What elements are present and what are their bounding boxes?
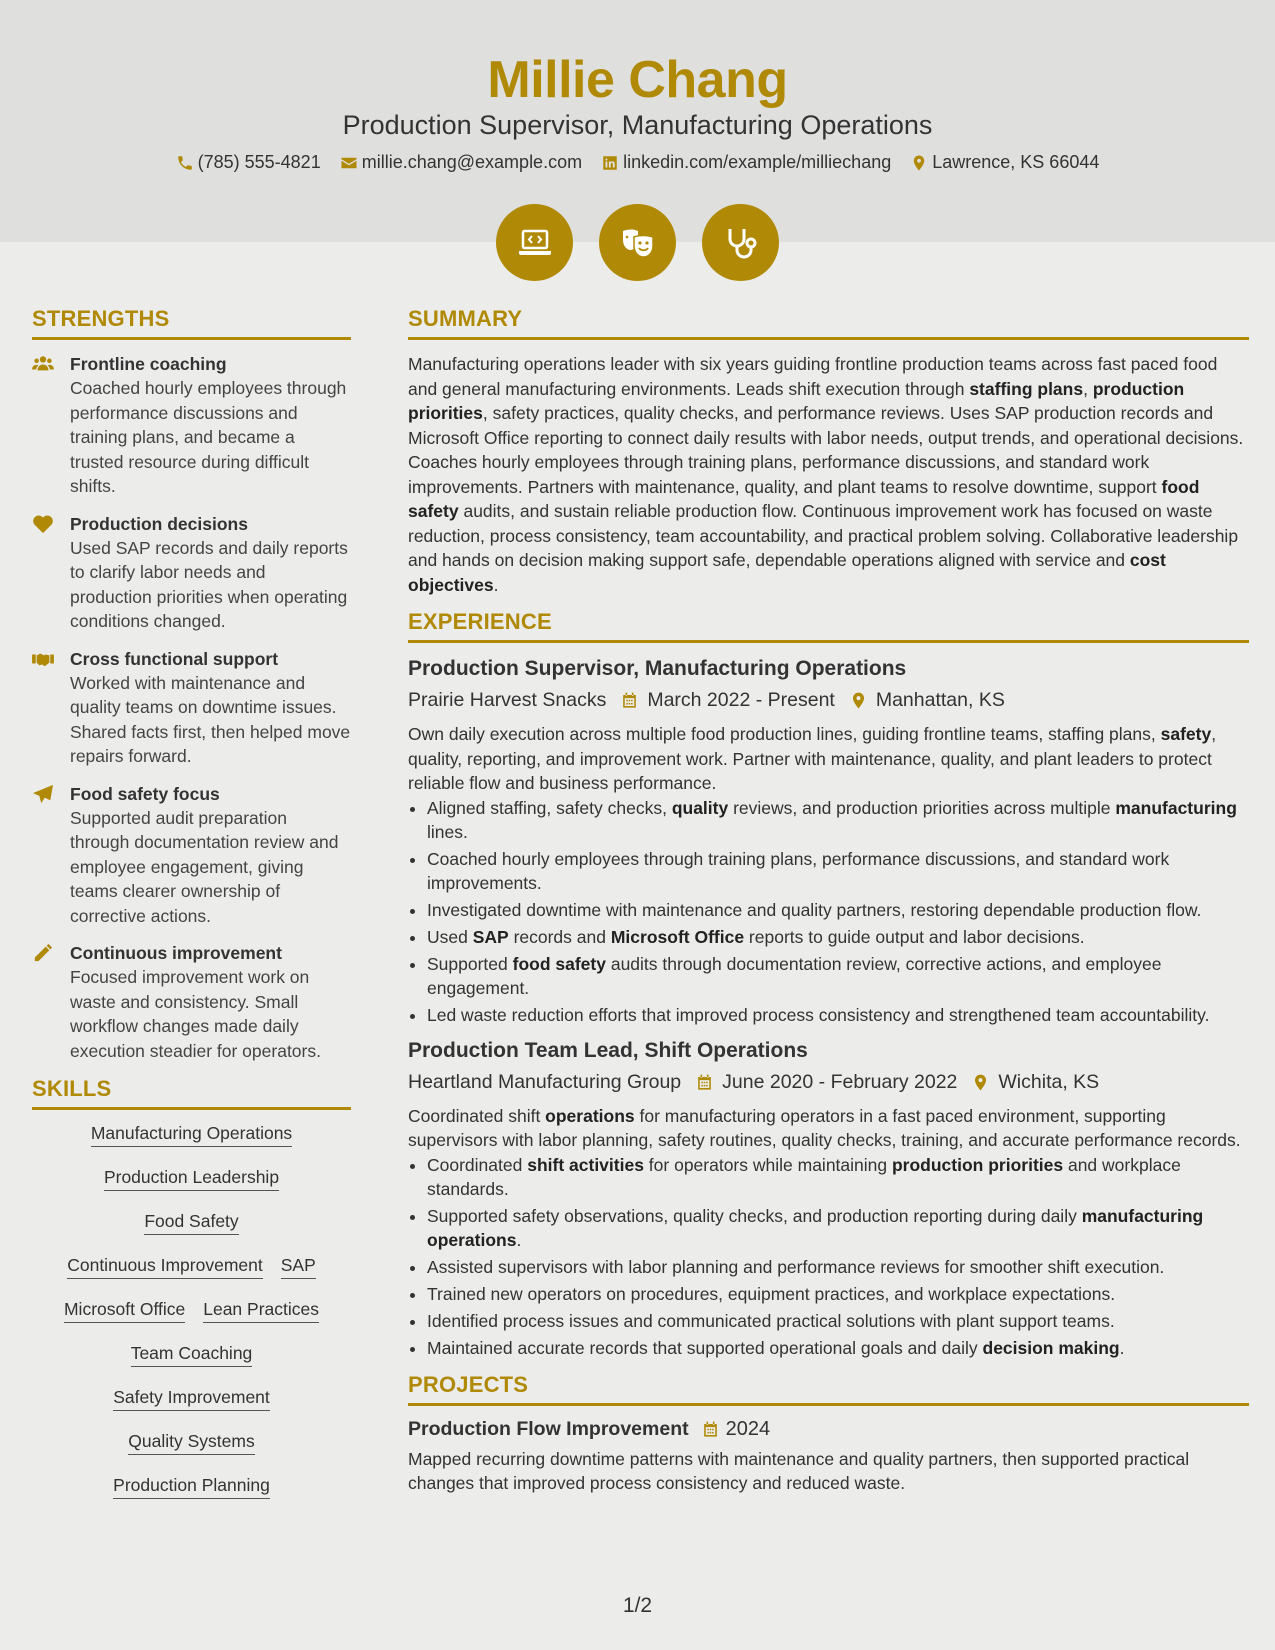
bullet-item: • Coordinated shift activities for operators while maintaining production priorities and workplace standards. [427,1153,1249,1201]
skill-tag: Team Coaching [131,1342,253,1367]
bullet-item: • Used SAP records and Microsoft Office reports to guide output and labor decisions. [427,925,1249,949]
bullet-item: • Led waste reduction efforts that improved process consistency and strengthened team accountability. [427,1003,1249,1027]
strength-item [32,782,351,929]
job-entry [408,1037,1249,1360]
skill-tag: Production Planning [113,1474,270,1499]
project-year: 2024 [725,1417,771,1440]
strength-title: Food safety focus [70,783,220,804]
contact-row [0,152,1275,177]
project-desc: Mapped recurring downtime patterns with maintenance and quality partners, then supported practical changes that improved process consistency and reduced waste. [408,1448,1190,1493]
job-meta [408,1071,1249,1094]
bullet-item: • Aligned staffing, safety checks, quality reviews, and production priorities across multiple manufacturing lines. [427,796,1249,844]
experience-heading: EXPERIENCE [408,609,1249,643]
bullet-item: • Supported food safety audits through documentation review, corrective actions, and employee engagement. [427,952,1249,1000]
strength-desc: Coached hourly employees through performance discussions and training plans, and became a trusted resource during difficult shifts. [70,378,347,496]
skill-tag: Quality Systems [128,1430,254,1455]
contact-email[interactable] [340,152,582,173]
bullet-item: • Supported safety observations, quality checks, and production reporting during daily manufacturing operations. [427,1204,1249,1252]
job-intro: Coordinated shift operations for manufacturing operators in a fast paced environment, supporting supervisors with labor planning, safety routines, quality checks, training, and accurate performance records. [408,1105,1241,1150]
strength-item [32,647,351,769]
strengths-heading: STRENGTHS [32,306,351,340]
contact-linkedin-text: linkedin.com/example/milliechang [623,152,892,172]
job-location: Manhattan, KS [875,689,1005,711]
strength-item [32,352,351,499]
job-meta [408,689,1249,712]
laptop-code-icon [515,223,555,263]
left-column [32,306,351,1518]
calendar-icon [701,1420,720,1439]
skill-tag: Manufacturing Operations [91,1122,292,1147]
strength-title: Frontline coaching [70,354,227,374]
job-company: Prairie Harvest Snacks [408,689,607,711]
linkedin-icon [601,154,619,172]
candidate-title: Production Supervisor, Manufacturing Operations [342,110,933,140]
skill-tag: Lean Practices [203,1298,319,1323]
summary-text: Manufacturing operations leader with six years guiding frontline production teams across fast paced food and general manufacturing environments. Leads shift execution through staffing plans, production priorities, safety practices, quality checks, and performance reviews. Uses SAP production records and Microsoft Office reporting to connect daily results with labor needs, output trends, and operational decisions. Coaches hourly employees through training plans, performance discussions, and standard work improvements. Partners with maintenance, quality, and plant teams to resolve downtime, support food safety audits, and sustain reliable production flow. Continuous improvement work has focused on waste reduction, process consistency, team accountability, and practical problem solving. Collaborative leadership and hands on decision making support safe, dependable operations aligned with service and cost objectives. [408,354,1244,595]
skill-tag: Food Safety [144,1210,238,1235]
strength-title: Production decisions [70,513,248,534]
map-pin-icon [910,154,928,172]
handshake-icon [32,649,54,669]
strength-title: Cross functional support [70,648,279,669]
contact-linkedin[interactable] [601,152,891,173]
job-bullets [427,796,1249,1027]
contact-phone-text: (785) 555-4821 [197,152,321,172]
job-location: Wichita, KS [998,1070,1100,1093]
job-title: Production Supervisor, Manufacturing Operations [408,657,907,680]
skill-tag: Production Leadership [104,1166,279,1191]
bullet-item: • Trained new operators on procedures, equipment practices, and workplace expectations. [427,1282,1249,1306]
bullet-item: • Investigated downtime with maintenance and quality partners, restoring dependable production flow. [427,898,1249,922]
project-entry [408,1418,1249,1496]
job-dates: March 2022 - Present [647,689,835,711]
job-intro: Own daily execution across multiple food production lines, guiding frontline teams, staffing plans, safety, quality, reporting, and improvement work. Partner with maintenance, quality, and plant leaders to protect reliable flow and business performance. [408,724,1217,793]
map-pin-icon [849,691,868,710]
strength-desc: Supported audit preparation through documentation review and employee engagement, giving teams clearer ownership of corrective actions. [70,807,339,926]
users-icon [32,354,54,374]
skills-list [32,1122,351,1499]
heart-icon [32,514,54,534]
bullet-item: • Maintained accurate records that supported operational goals and daily decision making. [427,1336,1249,1360]
job-company: Heartland Manufacturing Group [408,1070,682,1093]
skills-heading: SKILLS [32,1076,351,1110]
strength-desc: Focused improvement work on waste and consistency. Small workflow changes made daily execution steadier for operators. [70,967,321,1061]
contact-location [910,152,1099,173]
job-dates: June 2020 - February 2022 [722,1070,958,1093]
candidate-name: Millie Chang [487,51,788,109]
contact-email-text: millie.chang@example.com [361,152,583,172]
contact-phone[interactable] [176,152,321,173]
stethoscope-icon [721,223,761,263]
pencil-icon [32,943,54,963]
badge-stethoscope [702,204,779,281]
job-title: Production Team Lead, Shift Operations [408,1038,808,1062]
strength-desc: Worked with maintenance and quality teams on downtime issues. Shared facts first, then helped move repairs forward. [70,672,351,766]
skill-tag: Microsoft Office [64,1298,185,1323]
map-pin-icon [971,1073,990,1092]
skill-tag: Continuous Improvement [67,1254,263,1279]
badge-laptop [496,204,573,281]
badge-masks [599,204,676,281]
bullet-item: • Assisted supervisors with labor planning and performance reviews for smoother shift execution. [427,1255,1249,1279]
project-title-row [408,1418,1249,1441]
paper-plane-icon [32,784,54,804]
page-number: 1/2 [622,1594,653,1617]
strength-title: Continuous improvement [70,943,282,963]
bullet-item: • Identified process issues and communicated practical solutions with plant support teams. [427,1309,1249,1333]
theater-masks-icon [618,223,658,263]
strength-item [32,512,351,634]
calendar-icon [695,1073,714,1092]
strength-desc: Used SAP records and daily reports to clarify labor needs and production priorities when operating conditions changed. [70,537,348,631]
skill-tag: Safety Improvement [113,1386,270,1411]
projects-heading: PROJECTS [408,1372,1249,1406]
summary-heading: SUMMARY [408,306,1249,340]
right-column [408,306,1249,1496]
job-bullets [427,1153,1249,1360]
phone-icon [176,154,194,172]
skill-tag: SAP [281,1254,316,1279]
badge-row [0,204,1275,281]
project-title: Production Flow Improvement [408,1417,689,1440]
calendar-icon [620,691,639,710]
job-entry [408,655,1249,1027]
envelope-icon [340,154,358,172]
strength-item [32,941,351,1063]
contact-location-text: Lawrence, KS 66044 [932,152,1100,172]
bullet-item: • Coached hourly employees through training plans, performance discussions, and standard work improvements. [427,847,1249,895]
